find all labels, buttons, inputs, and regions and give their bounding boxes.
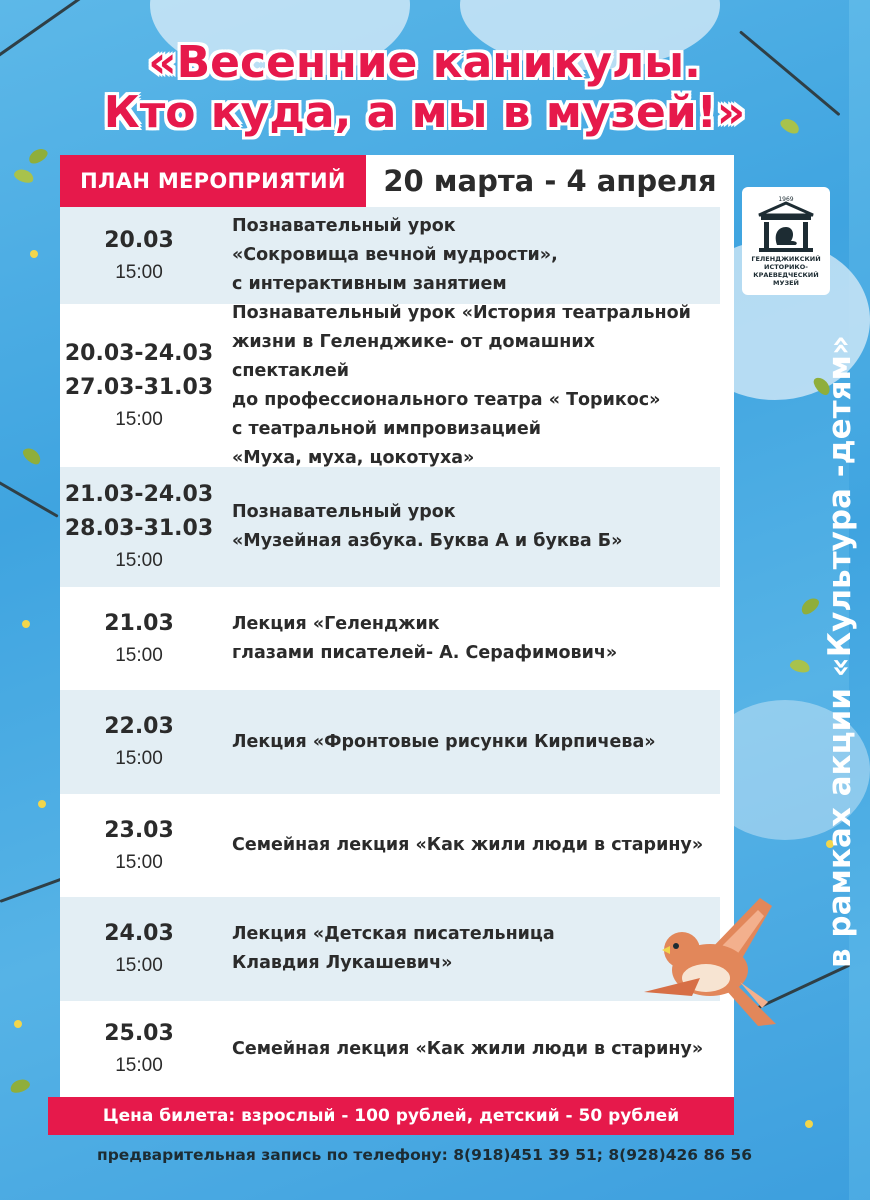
logo-line-2: ИСТОРИКО-КРАЕВЕДЧЕСКИЙ — [753, 263, 819, 279]
event-date — [60, 897, 218, 1001]
event-date — [60, 587, 218, 690]
event-text-line: Клавдия Лукашевич» — [232, 953, 453, 973]
event-date — [60, 207, 218, 304]
event-date-value: 20.03 — [104, 227, 174, 253]
event-date-value: 22.03 — [104, 714, 174, 739]
event-text-line: Семейная лекция «Как жили люди в старину» — [232, 835, 704, 855]
plan-label: ПЛАН МЕРОПРИЯТИЙ — [60, 155, 366, 207]
event-text-line: жизни в Геленджике- от домашних спектаклей — [232, 331, 595, 381]
event-text-line: Познавательный урок — [232, 216, 456, 236]
event-date-value: 28.03-31.03 — [64, 516, 214, 541]
bird-illustration — [640, 892, 780, 1032]
event-row — [60, 467, 734, 587]
event-date-value: 21.03 — [104, 610, 174, 636]
campaign-label: в рамках акции «Культура -детям» — [822, 335, 858, 968]
museum-logo — [742, 187, 830, 295]
event-date-value: 25.03 — [104, 1021, 174, 1046]
event-date-value: 23.03 — [104, 817, 174, 843]
events-schedule — [60, 207, 734, 1097]
logo-year: 1969 — [778, 196, 794, 203]
event-text-line: «Музейная азбука. Буква А и буква Б» — [232, 531, 623, 551]
event-time: 15:00 — [115, 955, 163, 976]
event-date-value: 21.03-24.03 — [64, 482, 214, 507]
event-date — [60, 794, 218, 897]
event-text-line: глазами писателей- А. Серафимович» — [232, 642, 618, 663]
schedule-header — [60, 155, 734, 207]
booking-phone: предварительная запись по телефону: 8(918)451 39 51; 8(928)426 86 56 — [97, 1146, 752, 1164]
event-row — [60, 587, 734, 690]
event-row — [60, 207, 734, 304]
event-date-value: 20.03-24.03 — [64, 340, 214, 366]
event-date — [60, 304, 218, 467]
event-time: 15:00 — [115, 550, 163, 571]
event-description — [232, 304, 712, 467]
museum-building-icon — [755, 193, 817, 255]
poster-title — [0, 38, 849, 138]
event-date-value: 27.03-31.03 — [64, 374, 214, 400]
event-text-line: «Сокровища вечной мудрости», — [232, 245, 558, 265]
event-description — [232, 587, 712, 690]
event-time: 15:00 — [115, 748, 163, 769]
event-description — [232, 467, 712, 587]
event-time: 15:00 — [115, 408, 163, 430]
event-date — [60, 467, 218, 587]
event-text-line: Познавательный урок «История театральной — [232, 302, 691, 323]
event-text-line: Лекция «Фронтовые рисунки Кирпичева» — [232, 731, 656, 752]
event-date — [60, 690, 218, 794]
logo-line-3: МУЗЕЙ — [773, 279, 799, 287]
event-row — [60, 794, 734, 897]
logo-line-1: ГЕЛЕНДЖИКСКИЙ — [751, 255, 821, 263]
event-time: 15:00 — [115, 1055, 163, 1076]
title-line-2: Кто куда, а мы в музей!» — [103, 87, 746, 138]
event-text-line: Познавательный урок — [232, 502, 456, 522]
event-row — [60, 897, 734, 1001]
event-text-line: Лекция «Геленджик — [232, 613, 440, 634]
event-time: 15:00 — [115, 644, 163, 666]
event-row — [60, 690, 734, 794]
event-row — [60, 1001, 734, 1097]
event-date — [60, 1001, 218, 1097]
event-row — [60, 304, 734, 467]
event-text-line: «Муха, муха, цокотуха» — [232, 447, 475, 468]
event-description — [232, 794, 712, 897]
event-text-line: Семейная лекция «Как жили люди в старину» — [232, 1038, 704, 1059]
event-date-value: 24.03 — [104, 921, 174, 946]
event-text-line: Лекция «Детская писательница — [232, 924, 555, 944]
event-time: 15:00 — [115, 851, 163, 873]
event-description — [232, 207, 712, 304]
event-text-line: с театральной импровизацией — [232, 418, 542, 439]
event-text-line: с интерактивным занятием — [232, 274, 507, 294]
event-text-line: до профессионального театра « Торикос» — [232, 389, 661, 410]
event-description — [232, 690, 712, 794]
title-line-1: «Весенние каникулы. — [148, 37, 701, 88]
ticket-price: Цена билета: взрослый - 100 рублей, детский - 50 рублей — [48, 1097, 734, 1135]
date-range: 20 марта - 4 апреля — [366, 155, 734, 207]
event-time: 15:00 — [115, 261, 163, 283]
